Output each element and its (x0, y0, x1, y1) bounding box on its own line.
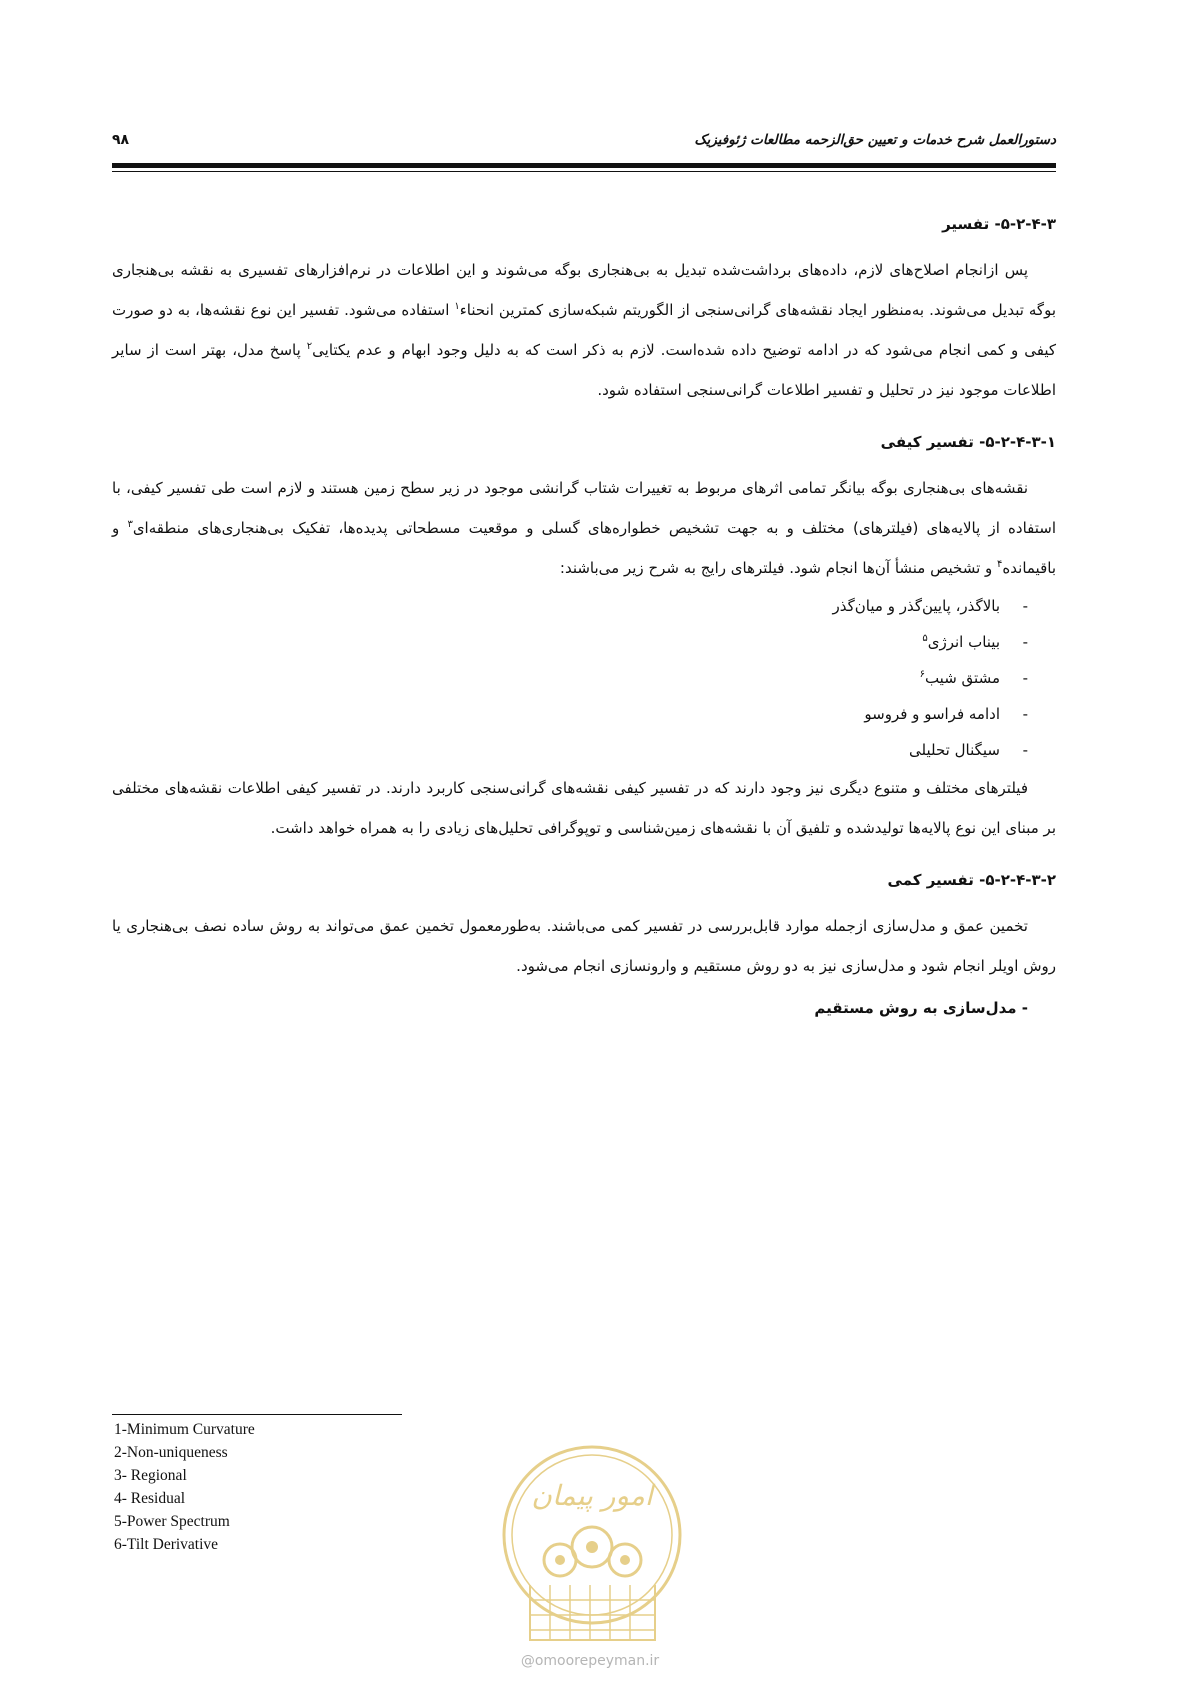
footnote-1: 1-Minimum Curvature (114, 1421, 255, 1438)
paragraph-text: پاسخ مدل، بهتر است از سایر اطلاعات موجود نیز در تحلیل و تفسیر اطلاعات گرانی‌سنجی استفاده شود. (112, 341, 1056, 399)
footnote-6: 6-Tilt Derivative (114, 1536, 219, 1553)
footnote-ref-6: ۶ (919, 669, 925, 680)
list-item: -بالاگذر، پایین‌گذر و میان‌گذر (832, 597, 1028, 615)
paragraph-text: پس ازانجام اصلاح‌های لازم، داده‌های برداشت‌شده تبدیل به بی‌هنجاری بوگه می‌شوند و این اطلاعات در نرم‌افزارهای تفسیری به نقشه بی‌هنجاری بوگه تبدیل می‌شوند. به‌منظور ایجاد نقشه‌های گرانی‌سنجی از الگوریتم شبکه‌سازی کمترین انحناء (112, 261, 1056, 319)
paragraph-text: نقشه‌های بی‌هنجاری بوگه بیانگر تمامی اثرهای مربوط به تغییرات شتاب گرانشی موجود در زیر سطح زمین هستند و لازم است طی تفسیر کیفی، با استفاده از پالایه‌های (فیلترهای) مختلف و به جهت تشخیص خطواره‌های گسلی و موقعیت مسطحاتی پدیده‌ها، تفکیک بی‌هنجاری‌های منطقه‌ای (112, 479, 1057, 537)
paragraph-text: و باقیمانده (112, 519, 1056, 577)
section-heading-qualitative: ۵-۲-۴-۳-۱- تفسیر کیفی (880, 433, 1056, 451)
list-item: -ادامه فراسو و فروسو (864, 705, 1028, 723)
footnote-2: 2-Non-uniqueness (114, 1444, 228, 1461)
watermark-text: امور پیمان (531, 1479, 653, 1512)
section-quantitative (112, 868, 1056, 1028)
footnotes (114, 1418, 514, 1556)
header-rule-thick (112, 163, 1056, 168)
footnote-ref-2: ۲ (306, 341, 313, 352)
footnote-ref-4: ۴ (997, 559, 1003, 570)
footnote-ref-3: ۳ (127, 519, 133, 530)
filter-label: ادامه فراسو و فروسو (864, 705, 1000, 723)
footnote-4: 4- Residual (114, 1490, 186, 1507)
page-number: ۹۸ (112, 132, 130, 148)
filter-label: بیناب انرژی (927, 633, 1000, 651)
watermark-url: @omoorepeyman.ir (520, 1653, 660, 1669)
footnote-5: 5-Power Spectrum (114, 1513, 230, 1530)
filter-label: مشتق شیب (924, 669, 1000, 687)
paragraph-qualitative (112, 468, 1056, 588)
document-title: دستورالعمل شرح خدمات و تعیین حق‌الزحمه مطالعات ژئوفیزیک (694, 132, 1056, 148)
paragraph-text: و تشخیص منشأ آن‌ها انجام شود. فیلترهای رایج به شرح زیر می‌باشند: (559, 559, 998, 577)
watermark-seal-icon (490, 1435, 695, 1655)
section-heading-interpretation: ۵-۲-۴-۳- تفسیر (942, 215, 1056, 233)
filter-list (112, 588, 1056, 768)
section-interpretation (112, 212, 1056, 410)
footnote-3: 3- Regional (114, 1467, 187, 1484)
paragraph-interpretation (112, 250, 1056, 410)
list-item: -مشتق شیب$^۶$ (919, 669, 1028, 687)
page-content (112, 212, 1056, 1048)
list-item: -بیناب انرژی$^۵$ (922, 633, 1028, 651)
filter-label: بالاگذر، پایین‌گذر و میان‌گذر (832, 597, 1000, 615)
footnote-ref-1: ۱ (454, 301, 460, 312)
header-rule-thin (112, 171, 1056, 172)
footnote-ref-5: ۵ (922, 633, 928, 644)
section-heading-quantitative: ۵-۲-۴-۳-۲- تفسیر کمی (887, 871, 1056, 889)
paragraph-qualitative-closing: فیلترهای مختلف و متنوع دیگری نیز وجود دارند که در تفسیر کیفی نقشه‌های گرانی‌سنجی کاربرد دارند. در تفسیر کیفی اطلاعات نقشه‌های مختلفی بر مبنای این نوع پالایه‌ها تولیدشده و تلفیق آن با نقشه‌های زمین‌شناسی و توپوگرافی تحلیل‌های زیادی را به همراه خواهد داشت. (112, 779, 1056, 837)
page-header (112, 132, 1056, 158)
paragraph-text: استفاده می‌شود. تفسیر این نوع نقشه‌ها، به دو صورت کیفی و کمی انجام می‌شود که در ادامه توضیح داده شده‌است. لازم به ذکر است که به دلیل وجود ابهام و عدم یکتایی (112, 301, 1056, 359)
footnote-separator (112, 1414, 402, 1415)
paragraph-quantitative: تخمین عمق و مدل‌سازی ازجمله موارد قابل‌بررسی در تفسیر کمی می‌باشند. به‌طورمعمول تخمین عمق می‌تواند به روش ساده نصف بی‌هنجاری یا روش اویلر انجام شود و مدل‌سازی نیز به دو روش مستقیم و وارونسازی انجام می‌شود. (112, 917, 1056, 975)
filter-label: سیگنال تحلیلی (909, 741, 1000, 759)
subheading-direct-modeling: - مدل‌سازی به روش مستقیم (814, 999, 1028, 1017)
list-item: -سیگنال تحلیلی (909, 741, 1028, 759)
section-qualitative (112, 430, 1056, 848)
